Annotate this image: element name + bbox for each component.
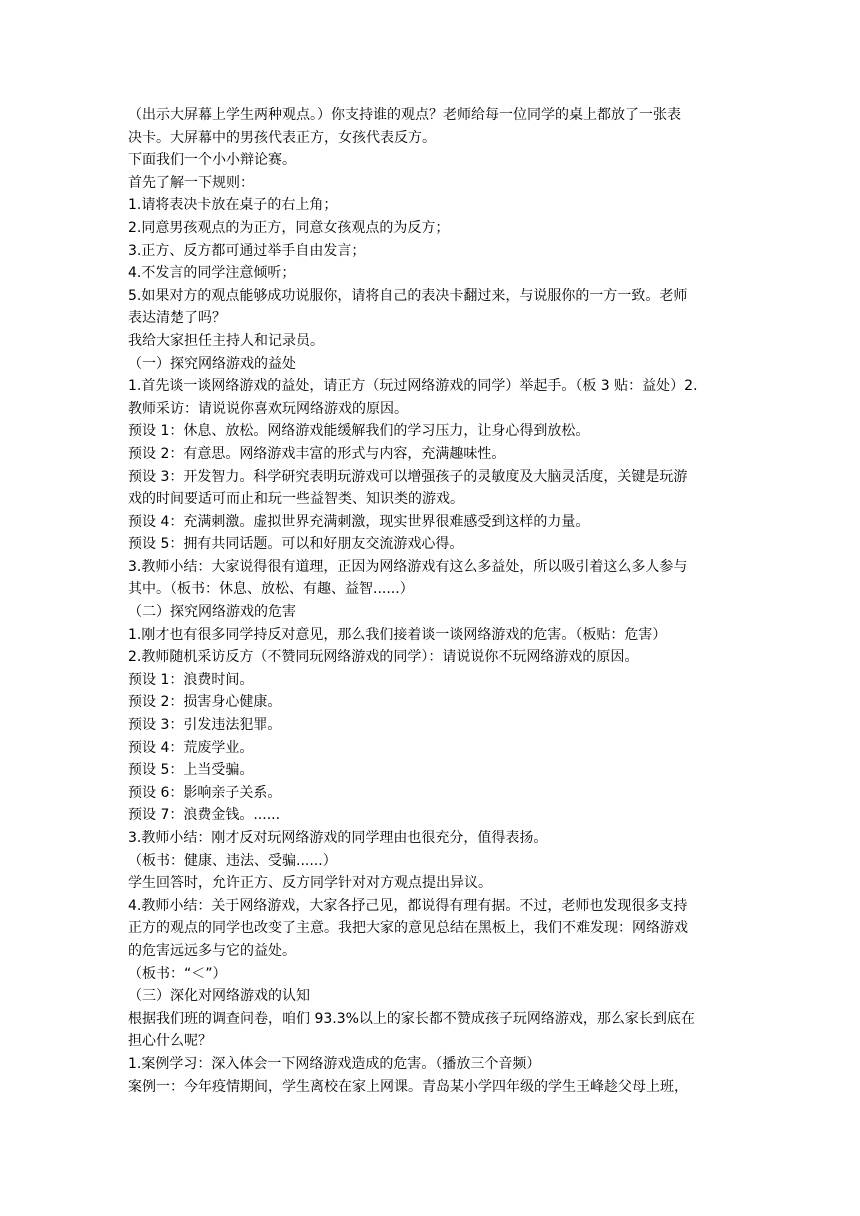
text-line: 正方的观点的同学也改变了主意。我把大家的意见总结在黑板上，我们不难发现：网络游戏 — [128, 920, 688, 937]
text-line: 的危害远远多与它的益处。 — [128, 942, 296, 959]
text-line: 担心什么呢？ — [128, 1033, 212, 1050]
text-line: 1.刚才也有很多同学持反对意见，那么我们接着谈一谈网络游戏的危害。（板贴：危害） — [128, 626, 667, 643]
text-line: 4.不发言的同学注意倾听； — [128, 265, 296, 282]
text-line: 预设 6：影响亲子关系。 — [128, 784, 282, 801]
text-line: 2.同意男孩观点的为正方，同意女孩观点的为反方； — [128, 219, 450, 236]
text-line: 预设 2：有意思。网络游戏丰富的形式与内容，充满趣味性。 — [128, 445, 506, 462]
text-line: 预设 4：荒废学业。 — [128, 739, 254, 756]
text-line: 1.首先谈一谈网络游戏的益处，请正方（玩过网络游戏的同学）举起手。（板 3 贴：益处）2. — [128, 378, 698, 395]
document-page — [128, 104, 740, 1098]
text-line: 我给大家担任主持人和记录员。 — [128, 332, 324, 349]
text-line: （板书：“＜”） — [128, 965, 227, 982]
text-line: 学生回答时，允许正方、反方同学针对对方观点提出异议。 — [128, 875, 492, 892]
text-line: 预设 2：损害身心健康。 — [128, 694, 282, 711]
text-line: （出示大屏幕上学生两种观点。）你支持谁的观点？老师给每一位同学的桌上都放了一张表 — [128, 107, 681, 123]
text-line: 预设 5：拥有共同话题。可以和好朋友交流游戏心得。 — [128, 536, 464, 553]
text-line: 其中。（板书：休息、放松、有趣、益智......） — [128, 581, 414, 598]
text-line: 1.请将表决卡放在桌子的右上角； — [128, 197, 338, 214]
text-line: 根据我们班的调查问卷，咱们 93.3%以上的家长都不赞成孩子玩网络游戏，那么家长到底在 — [128, 1010, 695, 1027]
text-line: 预设 7：浪费金钱。...... — [128, 807, 281, 824]
text-line: 预设 5：上当受骗。 — [128, 762, 254, 779]
text-line: （三）深化对网络游戏的认知 — [128, 988, 310, 1005]
text-line: 5.如果对方的观点能够成功说服你，请将自己的表决卡翻过来，与说服你的一方一致。老师 — [128, 287, 688, 304]
text-line: 戏的时间要适可而止和玩一些益智类、知识类的游戏。 — [128, 491, 464, 508]
text-line: 教师采访：请说说你喜欢玩网络游戏的原因。 — [128, 400, 408, 417]
text-line: （板书：健康、违法、受骗......） — [128, 852, 337, 869]
text-line: 决卡。大屏幕中的男孩代表正方，女孩代表反方。 — [128, 129, 436, 146]
text-line: 3.教师小结：刚才反对玩网络游戏的同学理由也很充分，值得表扬。 — [128, 830, 548, 846]
text-line: 2.教师随机采访反方（不赞同玩网络游戏的同学）：请说说你不玩网络游戏的原因。 — [128, 649, 639, 666]
text-line: 表达清楚了吗？ — [128, 310, 226, 327]
text-line: 案例一：今年疫情期间，学生离校在家上网课。青岛某小学四年级的学生王峰趁父母上班， — [128, 1078, 688, 1095]
text-line: 预设 3：开发智力。科学研究表明玩游戏可以增强孩子的灵敏度及大脑灵活度，关键是玩游 — [128, 468, 688, 485]
text-line: 3.正方、反方都可通过举手自由发言； — [128, 242, 366, 259]
text-line: 预设 1：休息、放松。网络游戏能缓解我们的学习压力，让身心得到放松。 — [128, 423, 590, 440]
text-line: 首先了解一下规则： — [128, 174, 254, 191]
text-line: （一）探究网络游戏的益处 — [128, 355, 296, 372]
text-line: 预设 4：充满刺激。虚拟世界充满刺激，现实世界很难感受到这样的力量。 — [128, 513, 590, 530]
text-line: 预设 1：浪费时间。 — [128, 671, 254, 688]
text-line: （二）探究网络游戏的危害 — [128, 604, 296, 621]
text-line: 1.案例学习：深入体会一下网络游戏造成的危害。（播放三个音频） — [128, 1055, 541, 1072]
text-line: 3.教师小结：大家说得很有道理，正因为网络游戏有这么多益处，所以吸引着这么多人参与 — [128, 558, 688, 575]
text-line: 预设 3：引发违法犯罪。 — [128, 717, 282, 734]
text-line: 下面我们一个小小辩论赛。 — [128, 152, 296, 169]
text-line: 4.教师小结：关于网络游戏，大家各抒己见，都说得有理有据。不过，老师也发现很多支持 — [128, 897, 688, 914]
